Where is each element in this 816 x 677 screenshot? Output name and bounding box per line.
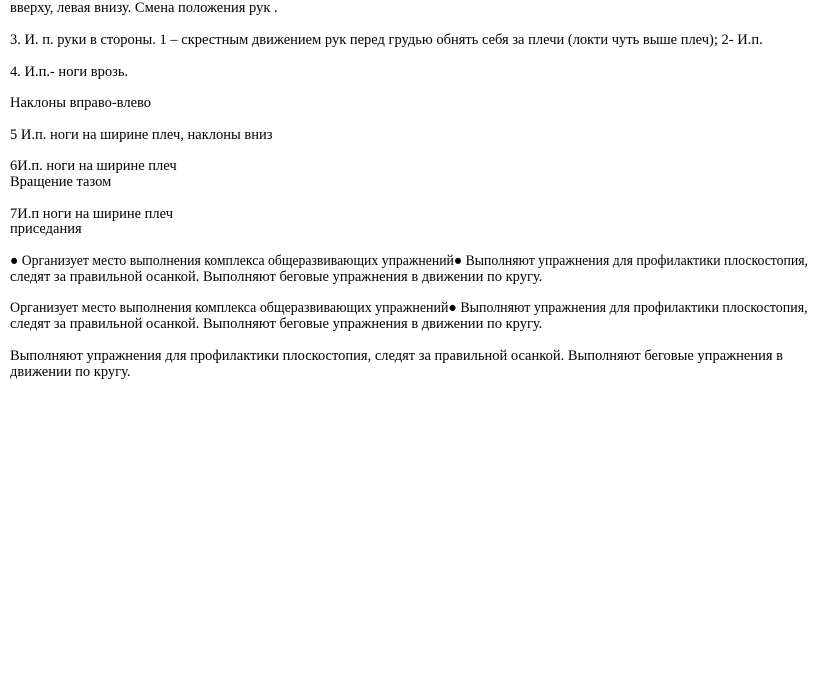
text-line-12: Организует место выполнения комплекса общеразвивающих упражнений● Выполняют упражнения для профилактики плоскостопия, — [10, 300, 808, 316]
text-line-13: следят за правильной осанкой. Выполняют беговые упражнения в движении по кругу. — [10, 316, 543, 332]
text-line-4: Наклоны вправо-влево — [10, 95, 152, 111]
text-line-14: Выполняют упражнения для профилактики плоскостопия, следят за правильной осанкой. Выполняют беговые упражнения в — [10, 348, 784, 364]
text-line-3: 4. И.п.- ноги врозь. — [10, 64, 129, 80]
text-line-15: движении по кругу. — [10, 364, 131, 380]
text-line-11: следят за правильной осанкой. Выполняют беговые упражнения в движении по кругу. — [10, 269, 543, 285]
text-line-7: Вращение тазом — [10, 174, 112, 190]
text-line-10: ● Организует место выполнения комплекса общеразвивающих упражнений● Выполняют упражнения для профилактики плоскостопия, — [10, 253, 808, 269]
document-page — [10, 0, 810, 677]
text-line-2: 3. И. п. руки в стороны. 1 – скрестным движением рук перед грудью обнять себя за плечи (локти чуть выше плеч); 2- И.п. — [10, 32, 763, 48]
text-line-6: 6И.п. ноги на ширине плеч — [10, 158, 177, 174]
text-line-5: 5 И.п. ноги на ширине плеч, наклоны вниз — [10, 127, 273, 143]
text-line-1: вверху, левая внизу. Смена положения рук . — [10, 0, 278, 16]
text-line-8: 7И.п ноги на ширине плеч — [10, 206, 174, 222]
text-line-9: приседания — [10, 221, 82, 237]
